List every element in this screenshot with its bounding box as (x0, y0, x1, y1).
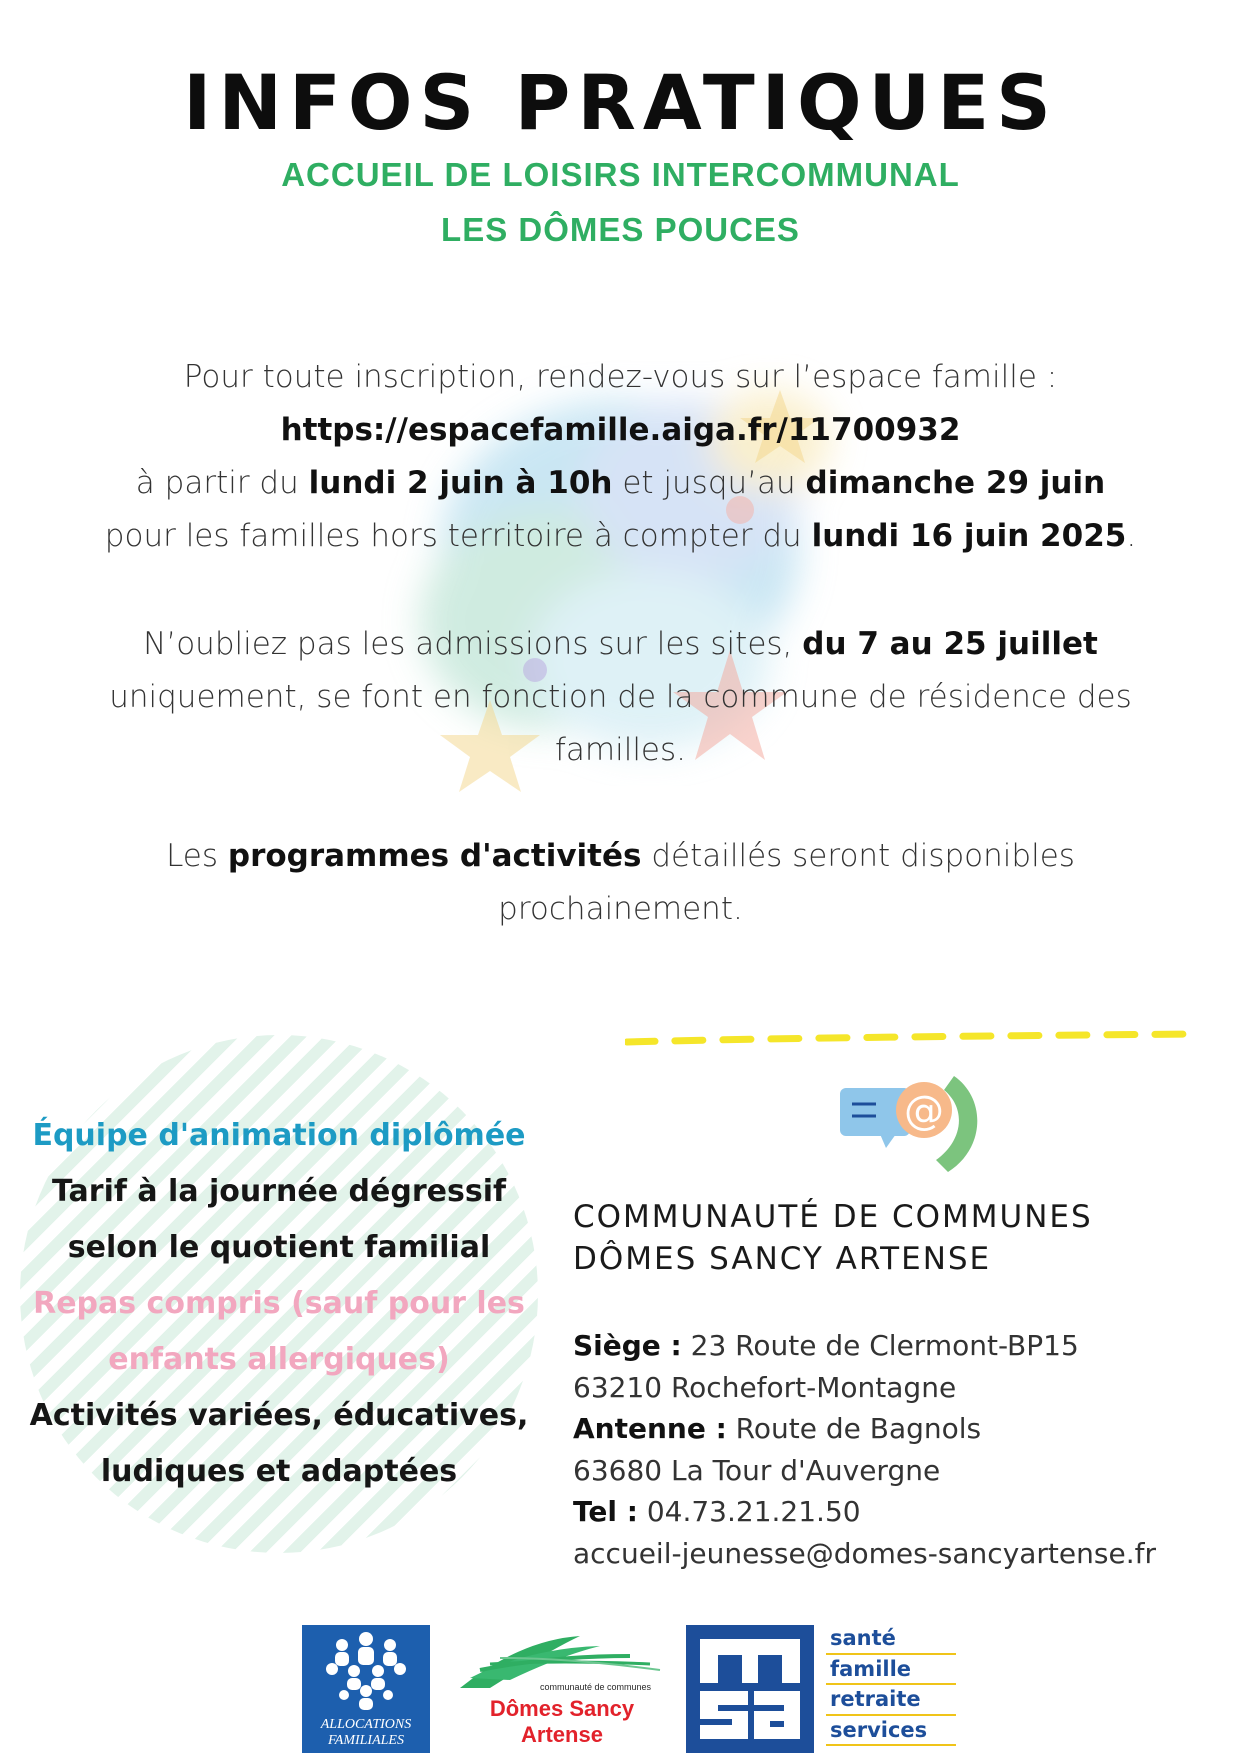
msa-item-sante: santé (826, 1624, 956, 1655)
dsa-logo-subtitle: communauté de communes (540, 1682, 652, 1692)
inscription-intro: Pour toute inscription, rendez-vous sur l’espace famille : (183, 359, 1058, 395)
siege-city: 63210 Rochefort-Montagne (573, 1370, 957, 1404)
domes-sancy-artense-logo (450, 1630, 670, 1750)
green-hills-icon (450, 1630, 670, 1690)
msa-item-services: services (826, 1716, 956, 1747)
phone-number: Tel : 04.73.21.21.50 (573, 1495, 861, 1528)
community-name: COMMUNAUTÉ DE COMMUNES DÔMES SANCY ARTENSE (573, 1199, 1093, 1277)
siege-address: Siège : 23 Route de Clermont-BP15 (573, 1329, 1079, 1362)
yellow-dashed-divider (625, 1030, 1195, 1050)
msa-services-list (826, 1624, 956, 1746)
msa-logo (686, 1625, 814, 1753)
caf-logo (302, 1625, 430, 1753)
subtitle-line-2: LES DÔMES POUCES (441, 211, 800, 248)
contact-details (573, 1325, 1213, 1574)
msa-item-retraite: retraite (826, 1685, 956, 1716)
caf-logo-text-line1: ALLOCATIONS (320, 1717, 412, 1732)
feature-diploma-team: Équipe d'animation diplômée (32, 1118, 526, 1153)
contact-phone-email-icon (836, 1068, 986, 1180)
msa-letters-icon (686, 1625, 814, 1753)
feature-meals: Repas compris (sauf pour les enfants allergiques) (33, 1286, 525, 1377)
svg-text:@: @ (904, 1088, 944, 1134)
inscription-paragraph (60, 351, 1181, 563)
caf-family-figures-icon (302, 1625, 430, 1717)
admissions-paragraph: N’oubliez pas les admissions sur les sites, du 7 au 25 juillet uniquement, se font en fonction de la commune de résidence des familles. (109, 626, 1132, 768)
contact-email[interactable]: accueil-jeunesse@domes-sancyartense.fr (573, 1536, 1156, 1570)
dsa-logo-name: Dômes Sancy Artense (489, 1696, 635, 1747)
feature-activities: Activités variées, éducatives, ludiques et adaptées (29, 1398, 529, 1489)
inscription-url[interactable]: https://espacefamille.aiga.fr/11700932 (280, 412, 961, 448)
caf-logo-text-line2: FAMILIALES (328, 1733, 404, 1748)
feature-pricing: Tarif à la journée dégressif selon le quotient familial (51, 1174, 507, 1265)
antenne-city: 63680 La Tour d'Auvergne (573, 1453, 941, 1487)
programmes-paragraph: Les programmes d'activités détaillés seront disponibles prochainement. (166, 838, 1075, 927)
inscription-outside-territory-line: pour les familles hors territoire à compter du lundi 16 juin 2025. (104, 518, 1137, 554)
subtitle-line-1: ACCUEIL DE LOISIRS INTERCOMMUNAL (281, 156, 960, 193)
inscription-dates-line: à partir du lundi 2 juin à 10h et jusqu’au dimanche 29 juin (135, 465, 1106, 501)
msa-item-famille: famille (826, 1655, 956, 1686)
antenne-address: Antenne : Route de Bagnols (573, 1412, 982, 1445)
page-title: INFOS PRATIQUES (183, 58, 1058, 147)
